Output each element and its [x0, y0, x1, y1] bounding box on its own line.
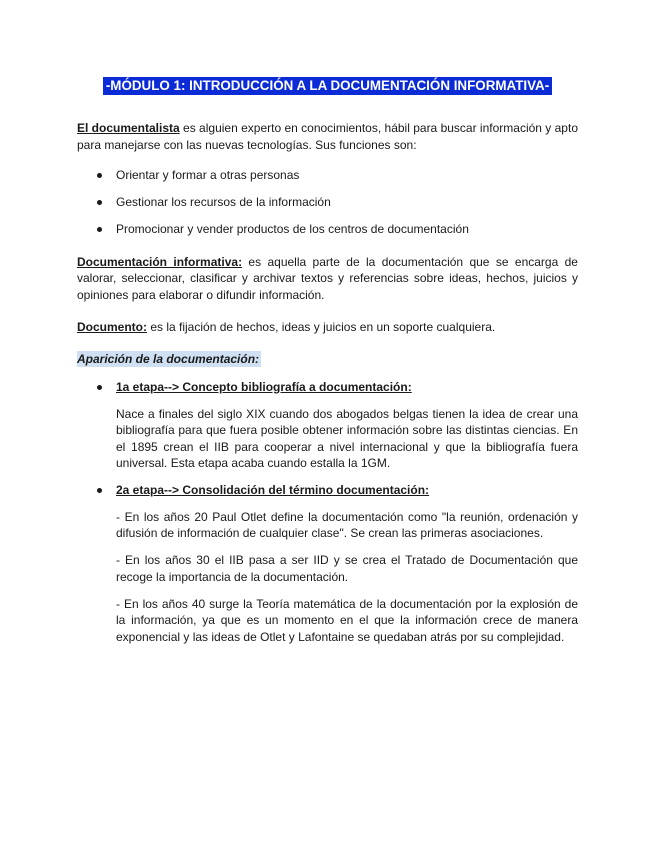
documentalista-text: es alguien experto en conocimientos, hábil para buscar información y apto para manejarse con las nuevas tecnologías. Sus funciones son:: [77, 121, 578, 152]
etapa2-title: 2a etapa--> Consolidación del término documentación:: [116, 483, 430, 497]
documento-text: es la fijación de hechos, ideas y juicios en un soporte cualquiera.: [147, 320, 496, 334]
documento-paragraph: [77, 319, 578, 336]
etapa2-body: [77, 509, 578, 646]
list-item: Gestionar los recursos de la información: [77, 194, 578, 211]
doc-informativa-paragraph: [77, 254, 578, 304]
module-title: -MÓDULO 1: INTRODUCCIÓN A LA DOCUMENTACIÓN INFORMATIVA-: [103, 77, 552, 95]
etapa2-paragraph: - En los años 40 surge la Teoría matemática de la documentación por la explosión de la información, ya que es un momento en el que la información crece de manera exponencial y las ideas de Otlet y Lafontaine se quedaban atrás por su complejidad.: [116, 596, 578, 644]
etapa2-paragraph: - En los años 20 Paul Otlet define la documentación como "la reunión, ordenación y difusión de información de cualquier clase". Se crean las primeras asociaciones.: [116, 509, 578, 540]
etapa1-title: 1a etapa--> Concepto bibliografía a documentación:: [116, 380, 412, 394]
etapa2-paragraph: - En los años 30 el IIB pasa a ser IID y se crea el Tratado de Documentación que recoge la importancia de la documentación.: [116, 553, 578, 584]
doc-informativa-term: Documentación informativa:: [77, 254, 243, 269]
document-page: [77, 77, 578, 656]
etapa1-paragraph: Nace a finales del siglo XIX cuando dos abogados belgas tienen la idea de crear una bibliografía para que fuera posible obtener información sobre las distintas ciencias. En el 1895 crean el IIB para cooperar a nivel internacional y que la bibliografía fuera universal. Esta etapa acaba cuando estalla la 1GM.: [116, 406, 578, 470]
documentalista-term: El documentalista: [77, 121, 180, 135]
title-wrap: [77, 77, 578, 95]
doc-informativa-text: es aquella parte de la documentación que se encarga de valorar, seleccionar, clasificar y archivar textos y referencias sobre ideas, hechos, juicios y opiniones para elaborar o difundir información.: [77, 254, 578, 302]
funciones-list: [77, 167, 578, 238]
documento-term: Documento:: [77, 320, 147, 334]
aparicion-heading: Aparición de la documentación:: [77, 351, 260, 366]
list-item: Promocionar y vender productos de los centros de documentación: [77, 221, 578, 238]
etapa2-item: [77, 482, 578, 499]
list-item: Orientar y formar a otras personas: [77, 167, 578, 184]
documentalista-paragraph: [77, 120, 578, 153]
etapa1-item: [77, 379, 578, 396]
etapa1-body: [77, 406, 578, 472]
